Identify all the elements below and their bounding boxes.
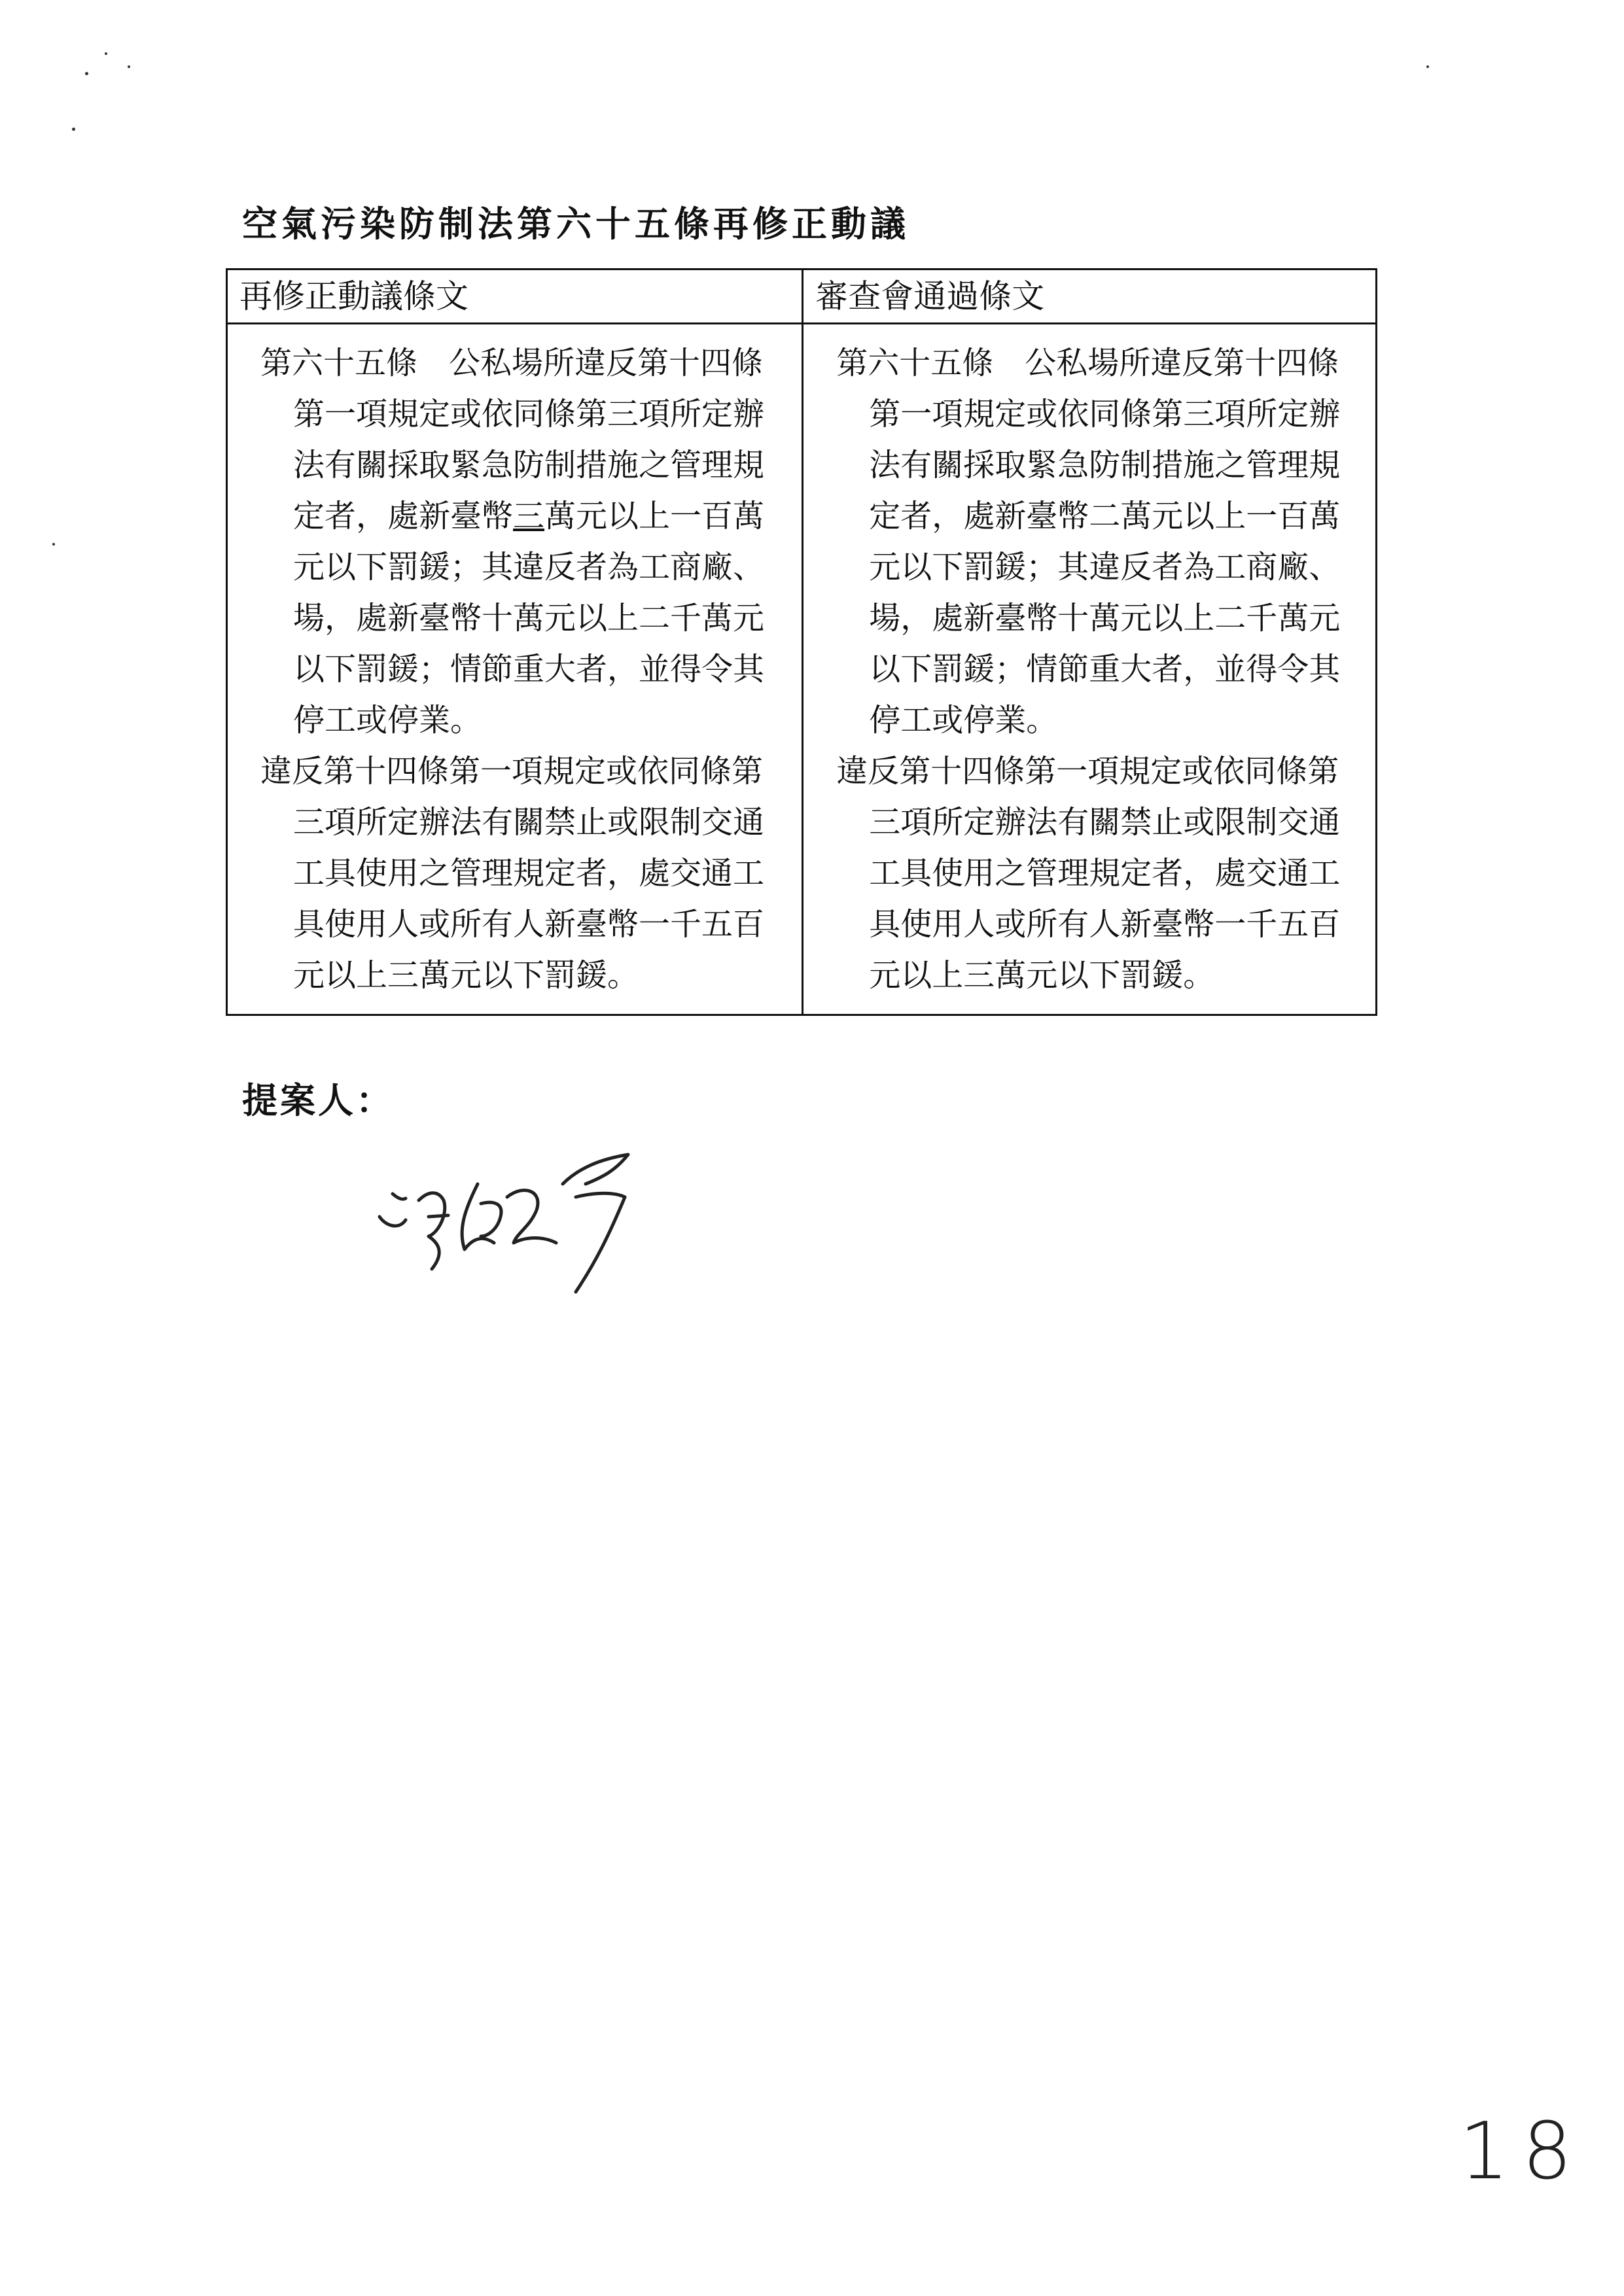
page-title: 空氣污染防制法第六十五條再修正動議 [242,203,909,245]
amended-amount: 三 [513,498,545,534]
table-row [227,324,1377,1015]
proposer-label: 提案人： [242,1079,394,1121]
article-paragraph-1: 第六十五條 公私場所違反第十四條第一項規定或依同條第三項所定辦法有關採取緊急防制措施之管理規定者，處新臺幣二萬元以上一百萬元以下罰鍰；其違反者為工商廠、場，處新臺幣十萬元以上二千萬元以下罰鍰；情節重大者，並得令其停工或停業。 [836,345,1341,739]
article-paragraph-2: 違反第十四條第一項規定或依同條第三項所定辦法有關禁止或限制交通工具使用之管理規定者，處交通工具使用人或所有人新臺幣一千五百元以上三萬元以下罰鍰。 [836,753,1341,994]
article-paragraph-2: 違反第十四條第一項規定或依同條第三項所定辦法有關禁止或限制交通工具使用之管理規定者，處交通工具使用人或所有人新臺幣一千五百元以上三萬元以下罰鍰。 [260,753,765,994]
table-header-row [227,270,1377,324]
committee-passed-cell [803,324,1377,1015]
page-number: 18 [1459,2106,1585,2197]
signature [366,1138,707,1295]
article-paragraph-1 [228,338,802,746]
paragraph-text: 第六十五條 公私場所違反第十四條第一項規定或依同條第三項所定辦法有關採取緊急防制措施之管理規定者，處新臺幣 [260,345,765,534]
header-committee-passed: 審查會通過條文 [803,270,1377,324]
paragraph-text: 萬元以上一百萬元以下罰鍰；其違反者為工商廠、場，處新臺幣十萬元以上二千萬元以下罰鍰；情節重大者，並得令其停工或停業。 [293,498,765,739]
revised-motion-cell [227,324,803,1015]
comparison-table [226,268,1377,1016]
header-revised-motion: 再修正動議條文 [227,270,803,324]
